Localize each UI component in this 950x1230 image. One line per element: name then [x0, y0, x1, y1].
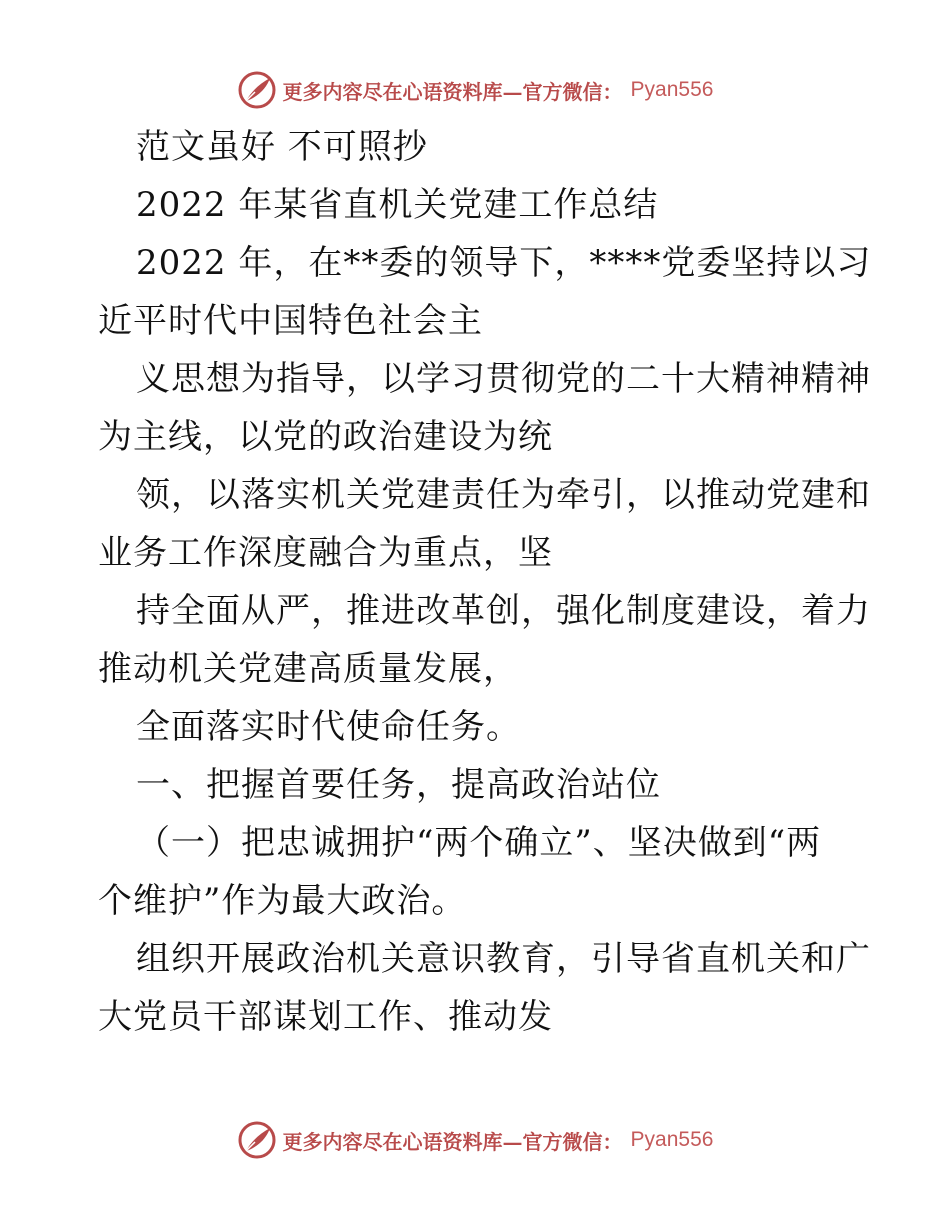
subsection-heading: 个维护”作为最大政治。 — [98, 881, 467, 921]
paragraph-line: 业务工作深度融合为重点，坚 — [98, 533, 553, 573]
paragraph-line: 领，以落实机关党建责任为牵引，以推动党建和 — [136, 475, 871, 515]
paragraph-line: 2022 年，在**委的领导下，****党委坚持以习 — [136, 243, 872, 283]
watermark-wechat-id: Pyan556 — [630, 78, 714, 101]
watermark-text: 更多内容尽在心语资料库—官方微信： — [282, 79, 623, 104]
section-heading: 一、把握首要任务，提高政治站位 — [136, 765, 661, 805]
watermark-text: 更多内容尽在心语资料库—官方微信： — [282, 1129, 623, 1154]
document-body — [98, 118, 872, 1046]
watermark-wechat-id: Pyan556 — [630, 1128, 714, 1151]
quill-logo-icon — [237, 1120, 277, 1160]
subsection-heading: （一）把忠诚拥护“两个确立”、坚决做到“两 — [136, 823, 822, 863]
document-title: 2022 年某省直机关党建工作总结 — [136, 185, 659, 225]
paragraph-line: 持全面从严，推进改革创，强化制度建设，着力 — [136, 591, 871, 631]
quill-logo-icon — [237, 70, 277, 110]
header-watermark — [0, 68, 950, 112]
paragraph-line: 组织开展政治机关意识教育，引导省直机关和广 — [136, 939, 871, 979]
paragraph-line: 推动机关党建高质量发展， — [98, 649, 518, 689]
footer-watermark — [0, 1118, 950, 1162]
paragraph-line: 大党员干部谋划工作、推动发 — [98, 997, 553, 1037]
paragraph-line: 全面落实时代使命任务。 — [136, 707, 521, 747]
paragraph-line: 为主线，以党的政治建设为统 — [98, 417, 553, 457]
disclaimer-line: 范文虽好 不可照抄 — [136, 127, 428, 167]
paragraph-line: 近平时代中国特色社会主 — [98, 301, 483, 341]
paragraph-line: 义思想为指导，以学习贯彻党的二十大精神精神 — [136, 359, 871, 399]
